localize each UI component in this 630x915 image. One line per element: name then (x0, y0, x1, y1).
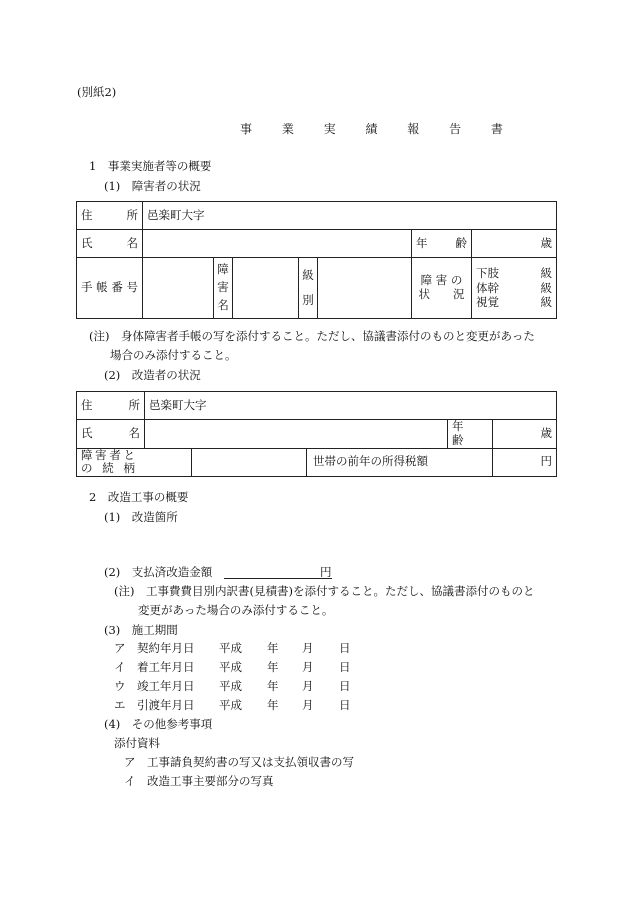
name-field-2[interactable] (145, 420, 448, 449)
grade-row-trunk: 体幹 級 (476, 280, 552, 295)
subsection-1-2: (2) 改造者の状況 (104, 368, 201, 382)
amount-unit: 円 (320, 565, 332, 579)
relation-label: 障害者との続柄 (77, 448, 192, 477)
condition-field[interactable] (472, 258, 557, 319)
address-field-2[interactable]: 邑楽町大字 (145, 392, 557, 420)
grade-label: 級 別 (299, 258, 318, 319)
disabled-person-table (76, 201, 557, 319)
name-field[interactable] (143, 230, 412, 258)
address-label: 住 所 (77, 202, 143, 230)
attachment-item-0: ア 工事請負契約書の写又は支払領収書の写 (124, 755, 354, 769)
grade-row-lower-limb: 下肢 級 (476, 265, 552, 280)
disability-name-field[interactable] (233, 258, 299, 319)
renovator-table (76, 391, 557, 477)
grade-row-vision: 視覚 級 (476, 295, 552, 310)
age-field[interactable]: 歳 (472, 230, 557, 258)
relation-field[interactable] (192, 448, 307, 477)
subsection-2-3: (3) 施工期間 (104, 623, 178, 637)
name-label: 氏 名 (77, 230, 143, 258)
tax-field[interactable]: 円 (493, 448, 557, 477)
note-2-line-1: (注) 工事費費目別内訳書(見積書)を添付すること。ただし、協議書添付のものと (114, 584, 535, 598)
condition-label: 障 害 の 状 況 (412, 258, 472, 319)
subsection-2-2: (2) 支払済改造金額 (104, 565, 213, 579)
document-title: 事 業 実 績 報 告 書 (240, 122, 516, 136)
age-field-2[interactable]: 歳 (493, 420, 557, 449)
subsection-2-1: (1) 改造箇所 (104, 510, 178, 524)
grade-field[interactable] (318, 258, 412, 319)
section-1-heading: 1 事業実施者等の概要 (89, 159, 212, 173)
attachment-item-1: イ 改造工事主要部分の写真 (124, 774, 274, 788)
note-1-line-1: (注) 身体障害者手帳の写を添付すること。ただし、協議書添付のものと変更があった (89, 329, 535, 343)
section-2-heading: 2 改造工事の概要 (89, 490, 189, 504)
age-label-2: 年 齢 (448, 420, 493, 449)
address-field[interactable]: 邑楽町大字 (143, 202, 557, 230)
note-1-line-2: 場合のみ添付すること。 (110, 348, 237, 362)
disability-name-label: 障 害 名 (214, 258, 233, 319)
name-label-2: 氏 名 (77, 420, 145, 449)
annex-label: (別紙2) (77, 85, 117, 99)
note-2-line-2: 変更があった場合のみ添付すること。 (138, 603, 334, 617)
amount-underline (224, 578, 332, 579)
handbook-number-label: 手 帳 番 号 (77, 258, 143, 319)
address-label-2: 住 所 (77, 392, 145, 420)
subsection-2-4: (4) その他参考事項 (104, 717, 213, 731)
tax-label: 世帯の前年の所得税額 (307, 448, 493, 477)
subsection-1-1: (1) 障害者の状況 (104, 179, 201, 193)
age-label: 年 齢 (412, 230, 472, 258)
attachments-heading: 添付資料 (114, 736, 160, 750)
handbook-number-field[interactable] (143, 258, 214, 319)
